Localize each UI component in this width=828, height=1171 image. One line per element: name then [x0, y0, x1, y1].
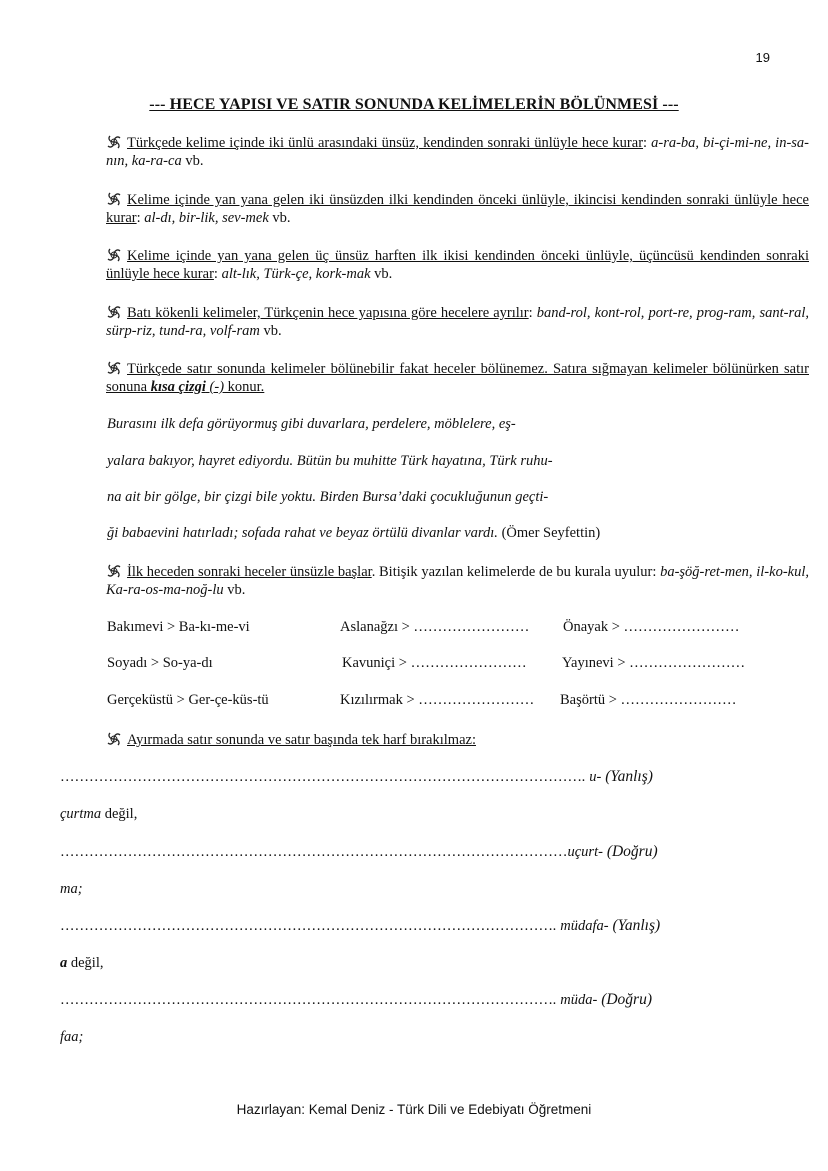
swirl-icon [106, 304, 122, 320]
exercise-cell: Yayınevi > …………………… [562, 655, 746, 671]
example-line: faa; [60, 1029, 84, 1045]
rule-3: Kelime içinde yan yana gelen üç ünsüz harften ilk ikisi kendinden önceki ünlüyle, üçüncüsü kendinden sonraki ünlüyle hece kurar: alt-lık, Türk-çe, kork-mak vb. [106, 248, 809, 282]
swirl-icon [106, 731, 122, 747]
rule-1-examples: a-ra-ba, bi-çi-mi-ne, in-sa-nın, ka-ra-ca [106, 135, 810, 169]
example-line: …………………………………………………………………………………………. müdafa- (Yanlış) [60, 917, 661, 934]
swirl-icon [106, 191, 122, 207]
rule-3-examples: alt-lık, Türk-çe, kork-mak [221, 266, 371, 282]
rule-2: Kelime içinde yan yana gelen iki ünsüzden ilki kendinden önceki ünlüyle, ikincisi kendinden sonraki ünlüyle hece kurar: al-dı, bir-lik, sev-mek vb. [106, 192, 809, 226]
rule-6-text: İlk heceden sonraki heceler ünsüzle başlar [127, 564, 372, 580]
quote-line: na ait bir gölge, bir çizgi bile yoktu. Birden Bursa’daki çocukluğunun geçti- [107, 489, 549, 505]
rule-5-text: Türkçede satır sonunda kelimeler bölünebilir fakat heceler bölünemez. Satıra sığmayan kelimeler bölünürken satır sonuna [106, 361, 809, 395]
rule-1-text: Türkçede kelime içinde iki ünlü arasındaki ünsüz, kendinden sonraki ünlüyle hece kurar [127, 135, 644, 151]
quote-line: Burasını ilk defa görüyormuş gibi duvarlara, perdelere, möblelere, eş- [107, 416, 516, 432]
quote-author: (Ömer Seyfettin) [497, 525, 601, 541]
exercise-cell: Başörtü > …………………… [560, 692, 737, 708]
quote-line: ği babaevini hatırladı; sofada rahat ve beyaz örtülü divanlar vardı. (Ömer Seyfettin) [107, 525, 601, 541]
exercise-cell: Soyadı > So-ya-dı [107, 655, 213, 671]
rule-4-text: Batı kökenli kelimeler, Türkçenin hece yapısına göre hecelere ayrılır [127, 305, 529, 321]
example-line: ………………………………………………………………………………………………. u- (Yanlış) [60, 768, 653, 785]
rule-7: Ayırmada satır sonunda ve satır başında tek harf bırakılmaz: [60, 731, 809, 749]
swirl-icon [106, 360, 122, 376]
exercise-cell: Kavuniçi > …………………… [342, 655, 527, 671]
example-line: a değil, [60, 955, 104, 971]
rule-5-bold: kısa çizgi [150, 379, 206, 395]
quote-line: yalara bakıyor, hayret ediyordu. Bütün bu muhitte Türk hayatına, Türk ruhu- [107, 453, 553, 469]
rule-1: Türkçede kelime içinde iki ünlü arasındaki ünsüz, kendinden sonraki ünlüyle hece kurar: a-ra-ba, bi-çi-mi-ne, in-sa-nın, ka-ra-ca vb. [106, 135, 810, 169]
rule-4: Batı kökenli kelimeler, Türkçenin hece yapısına göre hecelere ayrılır: band-rol, kont-rol, port-re, prog-ram, sant-ral, sürp-riz, tund-ra, volf-ram vb. [106, 305, 809, 339]
rule-5: Türkçede satır sonunda kelimeler bölünebilir fakat heceler bölünemez. Satıra sığmayan kelimeler bölünürken satır sonuna kısa çizgi (-) konur. [106, 361, 809, 395]
rule-6-examples: ba-şöğ-ret-men, il-ko-kul, Ka-ra-os-ma-noğ-lu [106, 564, 809, 598]
example-line: çurtma değil, [60, 806, 138, 822]
footer: Hazırlayan: Kemal Deniz - Türk Dili ve Edebiyatı Öğretmeni [236, 1102, 592, 1117]
exercise-cell: Gerçeküstü > Ger-çe-küs-tü [107, 692, 269, 708]
rule-2-text: Kelime içinde yan yana gelen iki ünsüzden ilki kendinden önceki ünlüyle, ikincisi kendinden sonraki ünlüyle hece kurar [106, 192, 809, 226]
rule-4-examples: band-rol, kont-rol, port-re, prog-ram, sant-ral, sürp-riz, tund-ra, volf-ram [106, 305, 809, 339]
rule-7-text: Ayırmada satır sonunda ve satır başında tek harf bırakılmaz [127, 732, 472, 748]
example-line: ……………………………………………………………………………………………uçurt- (Doğru) [60, 843, 658, 860]
example-line: ma; [60, 881, 83, 897]
swirl-icon [106, 134, 122, 150]
page-number: 19 [755, 50, 770, 65]
rule-2-examples: al-dı, bir-lik, sev-mek [144, 210, 269, 226]
rule-3-text: Kelime içinde yan yana gelen üç ünsüz harften ilk ikisi kendinden önceki ünlüyle, üçüncüsü kendinden sonraki ünlüyle hece kurar [106, 248, 809, 282]
swirl-icon [106, 247, 122, 263]
exercise-cell: Aslanağzı > …………………… [340, 619, 530, 635]
exercise-cell: Kızılırmak > …………………… [340, 692, 535, 708]
example-line: …………………………………………………………………………………………. müda- (Doğru) [60, 991, 652, 1008]
page-title: --- HECE YAPISI VE SATIR SONUNDA KELİMELERİN BÖLÜNMESİ --- [149, 96, 679, 113]
exercise-cell: Bakımevi > Ba-kı-me-vi [107, 619, 250, 635]
rule-6: İlk heceden sonraki heceler ünsüzle başlar. Bitişik yazılan kelimelerde de bu kurala uyulur: ba-şöğ-ret-men, il-ko-kul, Ka-ra-os-ma-noğ-lu vb. [106, 564, 809, 598]
swirl-icon [106, 563, 122, 579]
exercise-cell: Önayak > …………………… [563, 619, 740, 635]
